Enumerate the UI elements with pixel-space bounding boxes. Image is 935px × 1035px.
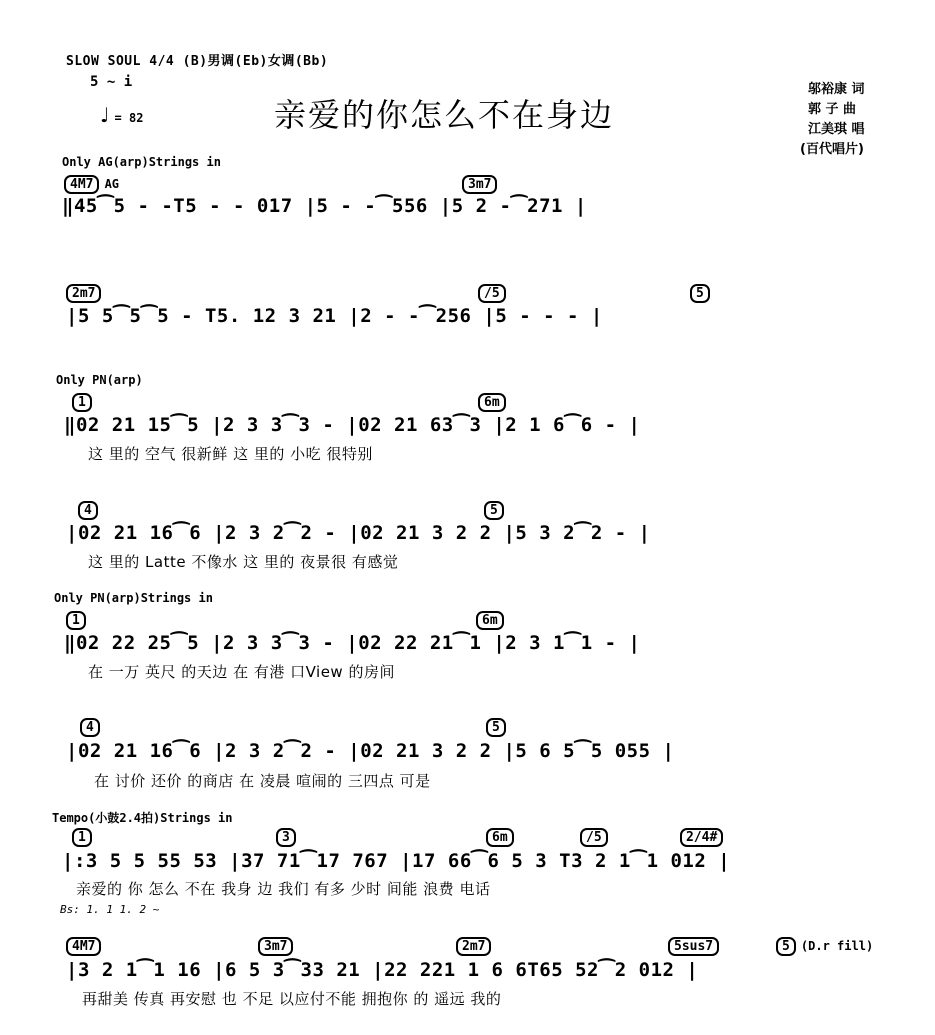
lyrics-line: 再甜美 传真 再安慰 也 不足 以应付不能 拥抱你 的 遥远 我的 [82,990,502,1008]
song-title: 亲爱的你怎么不在身边 [274,96,615,134]
notation-line: |02 21 16⁀6 |2 3 2⁀2 - |02 21 3 2 2 |5 6 5⁀5 055 | [66,740,675,762]
chord-marker: 6m [476,609,504,628]
range-marking: 5 ~ i [90,74,133,90]
chord-marker: 5 [484,499,504,518]
notation-line: ‖02 21 15⁀5 |2 3 3⁀3 - |02 21 63⁀3 |2 1 6⁀6 - | [64,414,641,436]
chord-marker: 3m7 [462,173,497,192]
key-signature: SLOW SOUL 4/4 (B)男调(Eb)女调(Bb) [66,54,329,69]
chord-marker: 2m7 [456,935,491,954]
notation-line: |5 5⁀5⁀5 - T5. 12 3 21 |2 - -⁀256 |5 - - - | [66,305,603,327]
chord-marker: 4M7 [66,935,101,954]
chord-marker: /5 [580,826,608,845]
notation-line: ‖45⁀5 - -T5 - - 017 |5 - -⁀556 |5 2 -⁀271 | [62,195,587,217]
performance-note: Tempo(小鼓2.4拍)Strings in [52,811,233,825]
chord-marker: 3m7 [258,935,293,954]
lyrics-line: 亲爱的 你 怎么 不在 我身 边 我们 有多 少时 间能 浪费 电话 [76,880,491,898]
notation-line: ‖02 22 25⁀5 |2 3 3⁀3 - |02 22 21⁀1 |2 3 1⁀1 - | [64,632,641,654]
chord-marker: 6m [486,826,514,845]
lyrics-line: 在 一万 英尺 的天边 在 有港 口View 的房间 [88,663,395,681]
chord-marker: 5 [690,282,710,301]
chord-marker: /5 [478,282,506,301]
tempo-marking: ♩ = 82 [100,103,144,127]
chord-marker: 1 [66,609,86,628]
chord-marker: 2m7 [66,282,101,301]
chord-marker: 1 [72,826,92,845]
chord-marker: 2/4# [680,826,723,845]
performance-note: Only PN(arp) [56,373,143,387]
lyrics-line: 这 里的 空气 很新鲜 这 里的 小吃 很特别 [88,445,373,463]
bass-line: Bs: 1. 1 1. 2 ~ [60,903,160,916]
lyrics-line: 这 里的 Latte 不像水 这 里的 夜景很 有感觉 [88,553,399,571]
credit-composer: 郭 子 曲 [808,102,857,117]
chord-marker: 5 [486,716,506,735]
chord-marker: 6m [478,391,506,410]
chord-marker: 3 [276,826,296,845]
notation-line: |02 21 16⁀6 |2 3 2⁀2 - |02 21 3 2 2 |5 3 2⁀2 - | [66,522,651,544]
performance-note: Only AG(arp)Strings in [62,155,221,169]
credit-lyricist: 邬裕康 词 [808,82,865,97]
chord-marker: 4 [80,716,100,735]
notation-line: |:3 5 5 55 53 |37 71⁀17 767 |17 66⁀6 5 3 T3 2 1⁀1 012 | [62,850,731,872]
chord-marker: 5sus7 [668,935,719,954]
chord-marker: 4 [78,499,98,518]
lyrics-line: 在 讨价 还价 的商店 在 凌晨 喧闹的 三四点 可是 [94,772,431,790]
credit-label: (百代唱片) [800,142,864,157]
performance-note: Only PN(arp)Strings in [54,591,213,605]
notation-line: |3 2 1⁀1 16 |6 5 3⁀33 21 |22 221 1 6 6T65 52⁀2 012 | [66,959,699,981]
chord-marker: 5 (D.r fill) [776,935,873,954]
chord-marker: 1 [72,391,92,410]
credit-singer: 江美琪 唱 [808,122,865,137]
quarter-note-icon: ♩ [100,103,110,127]
chord-marker: 4M7 AG [64,173,119,192]
